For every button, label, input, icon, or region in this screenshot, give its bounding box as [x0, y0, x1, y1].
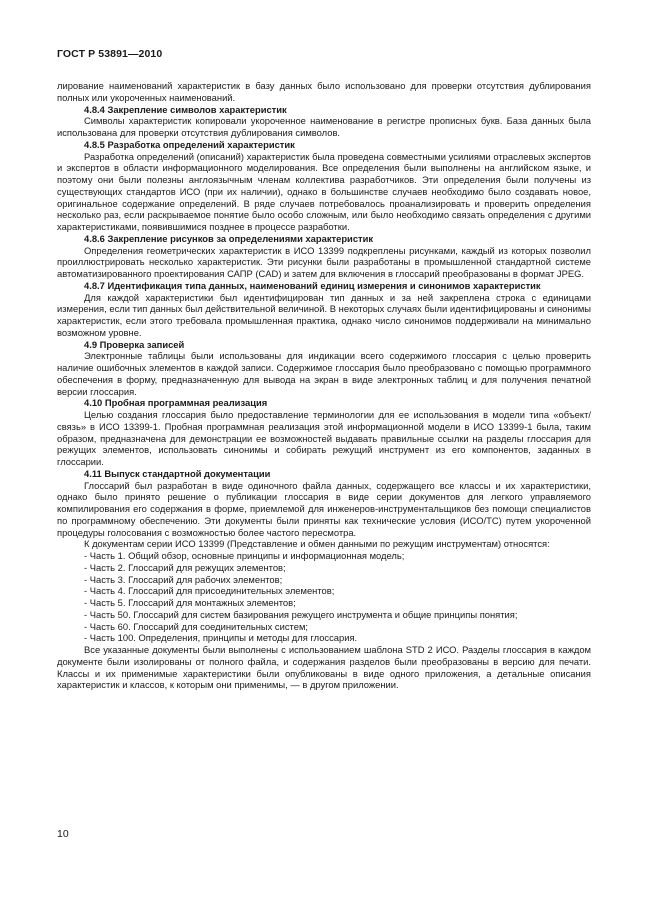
document-body	[57, 80, 591, 691]
list-item: - Часть 50. Глоссарий для систем базирования режущего инструмента и общие принципы понятия;	[84, 608, 518, 620]
iso-parts-list	[57, 550, 591, 644]
heading-4-8-5: 4.8.5 Разработка определений характеристик	[84, 138, 295, 150]
document-header: ГОСТ Р 53891—2010	[57, 48, 163, 60]
paragraph-4-11-b: К документам серии ИСО 13399 (Представление и обмен данными по режущим инструментам) относятся:	[84, 538, 550, 550]
paragraph-4-10: Целью создания глоссария было предоставление терминологии для ее использования в модели типа «объект/связь» в ИСО 13399-1. Пробная программная реализация этой информационной модели в ИСО 13399-1 была, таким образом, предназначена для демонстрации ее возможностей выдавать правильные ссылки на разделы глоссария для режущих элементов, использовать синонимы и собирать режущий инструмент из его компонентов, заданных в глоссарии.	[57, 409, 591, 467]
paragraph-4-9: Электронные таблицы были использованы для индикации всего содержимого глоссария с целью проверить наличие ошибочных элементов в каждой записи. Содержимое глоссария было преобразовано с помощью программного обеспечения в форму, предназначенную для вывода на экран в виде электронных таблиц и для получения печатной версии глоссария.	[57, 350, 591, 397]
list-item: - Часть 4. Глоссарий для присоединительных элементов;	[84, 585, 335, 597]
heading-4-8-6: 4.8.6 Закрепление рисунков за определениями характеристик	[84, 232, 374, 244]
list-item: - Часть 5. Глоссарий для монтажных элементов;	[84, 597, 296, 608]
page-number: 10	[57, 828, 69, 840]
heading-4-11: 4.11 Выпуск стандартной документации	[84, 467, 271, 479]
paragraph-4-8-5: Разработка определений (описаний) характеристик была проведена совместными усилиями отраслевых экспертов и экспертов в области информационного моделирования. Все определения были выполнены на английском языке, и поэтому они были полезны англоязычным членам коллектива разработчиков. Эти определения были получены из существующих стандартов ИСО (при их наличии), однако в большинстве случаев необходимо было создавать новое, оригинальное содержание определений. В ряде случаев потребовалось проанализировать и проверить определения несколько раз, если раскрываемое понятие было особо сложным, или было необходимо связать определения с другими характеристиками, появившимися позднее в процессе разработки.	[57, 150, 591, 232]
paragraph-4-8-4: Символы характеристик копировали укороченное наименование в регистре прописных букв. База данных была использована для проверки отсутствия дублирования символов.	[57, 115, 591, 138]
list-item: - Часть 60. Глоссарий для соединительных систем;	[84, 620, 308, 632]
heading-4-10: 4.10 Пробная программная реализация	[84, 397, 268, 409]
list-item: - Часть 100. Определения, принципы и методы для глоссария.	[84, 632, 358, 644]
list-item: - Часть 3. Глоссарий для рабочих элементов;	[84, 573, 283, 585]
list-item: - Часть 1. Общий обзор, основные принципы и информационная модель;	[84, 550, 405, 561]
list-item: - Часть 2. Глоссарий для режущих элементов;	[84, 561, 286, 573]
paragraph-4-8-7: Для каждой характеристики был идентифицирован тип данных и за ней закреплена строка с единицами измерения, если тип данных был действительной величиной. В некоторых случаях были идентифицированы и синонимы характеристик, если этого требовала промышленная практика, однако число синонимов поддерживали на минимально возможном уровне.	[57, 291, 591, 338]
paragraph-4-8-6: Определения геометрических характеристик в ИСО 13399 подкреплены рисунками, каждый из которых позволил проиллюстрировать несколько характеристик. Эти рисунки были разработаны в промышленной стандартной системе автоматизированного проектирования САПР (CAD) и затем для включения в глоссарий преобразованы в формат JPEG.	[57, 244, 591, 279]
heading-4-8-7: 4.8.7 Идентификация типа данных, наименований единиц измерения и синонимов характеристик	[84, 279, 541, 291]
paragraph-4-11-a: Глоссарий был разработан в виде одиночного файла данных, содержащего все классы и их характеристики, однако было принято решение о публикации глоссария в виде серии документов для легкого управляемого компилирования его содержания в форме, приемлемой для инженеров-инструментальщиков без помощи специалистов по программному обеспечению. Эти документы были приняты как технические условия (ИСО/ТС) путем укороченной процедуры голосования с возможностью более частого пересмотра.	[57, 479, 591, 538]
paragraph-final: Все указанные документы были выполнены с использованием шаблона STD 2 ИСО. Разделы глоссария в каждом документе были изолированы от полного файла, и содержания разделов были преобразованы в версию для печати. Классы и их применимые характеристики были опубликованы в виде одного приложения, а детальные описания характеристик и классов, к которым они применимы, — в другом приложении.	[57, 644, 591, 691]
paragraph-intro: лирование наименований характеристик в базу данных было использовано для проверки отсутствия дублирования полных или укороченных наименований.	[57, 80, 591, 103]
heading-4-9: 4.9 Проверка записей	[84, 338, 185, 350]
heading-4-8-4: 4.8.4 Закрепление символов характеристик	[84, 103, 287, 115]
